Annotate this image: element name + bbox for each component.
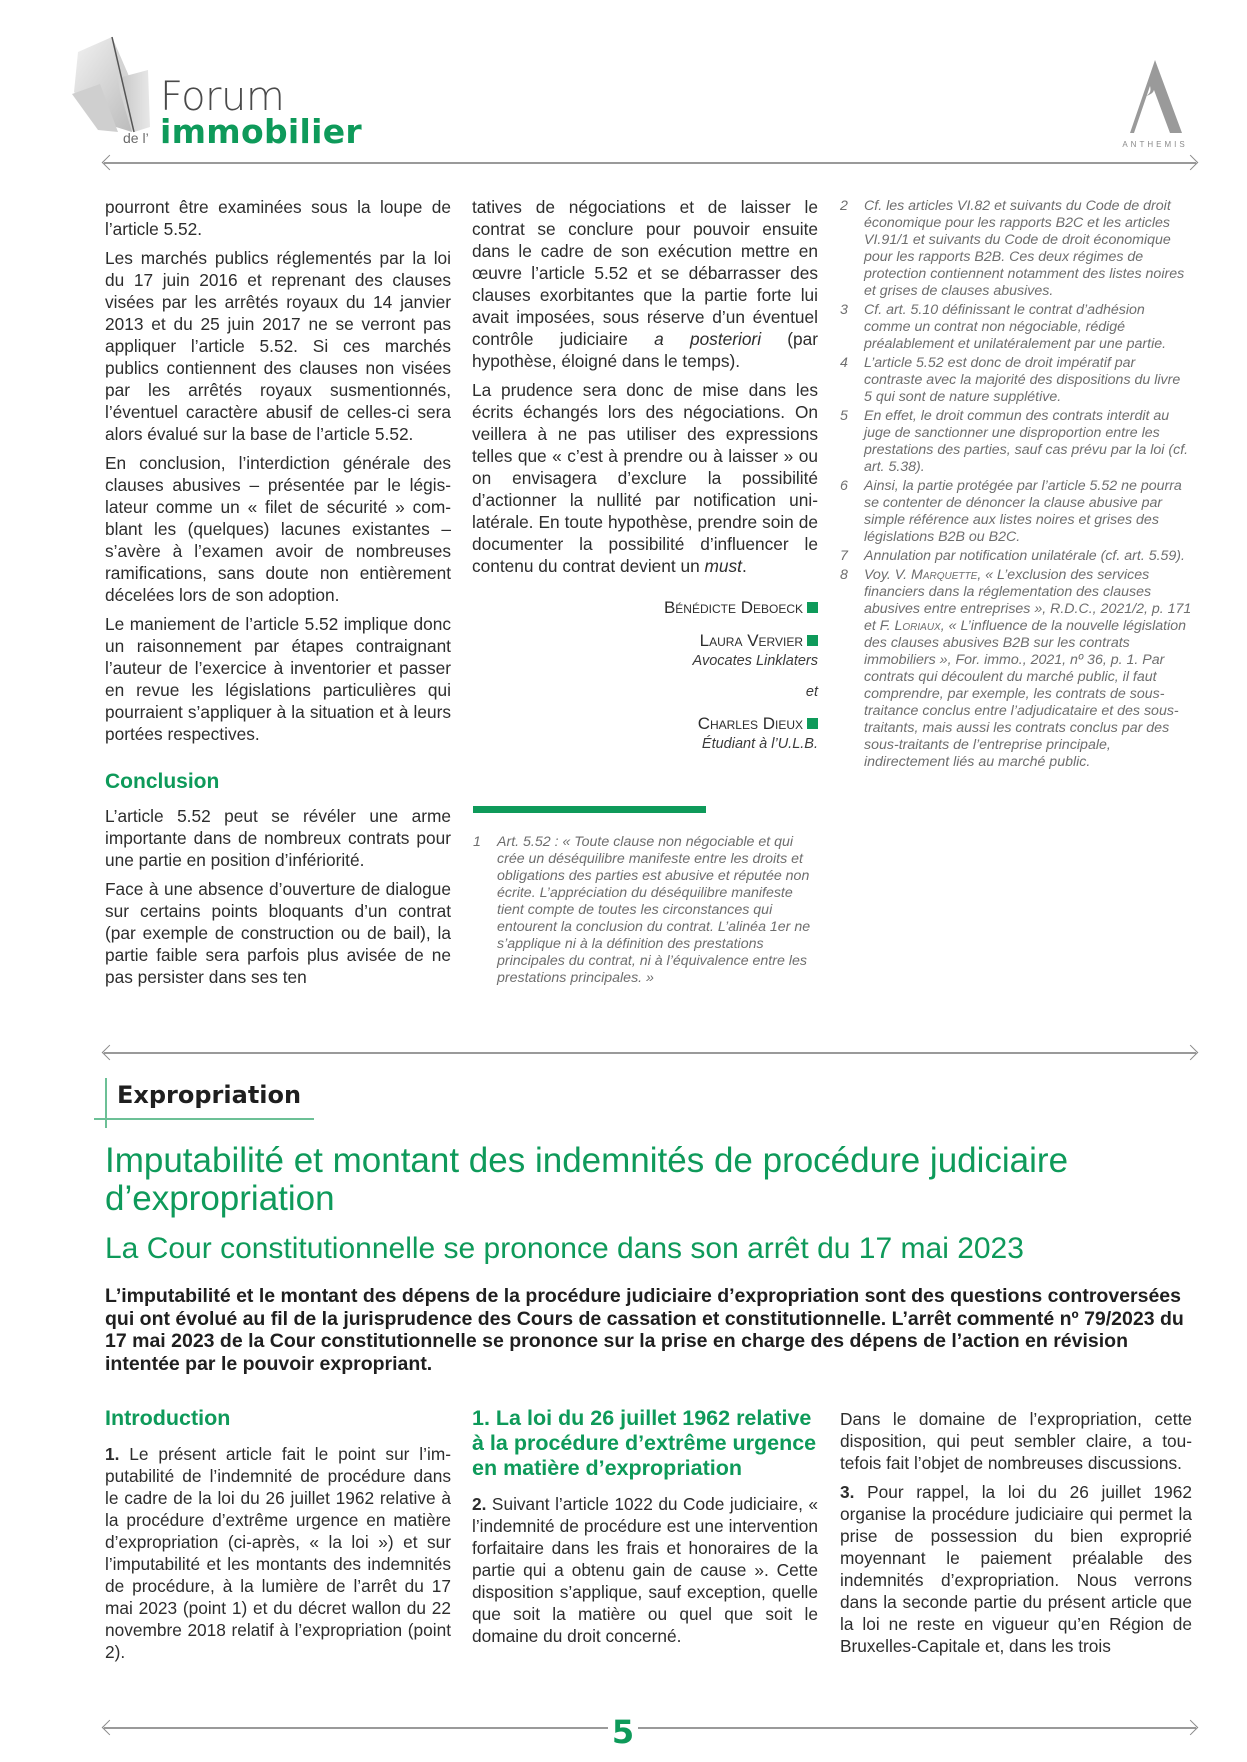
paragraph: L’article 5.52 peut se révéler une arme importante dans de nombreux contrats pour une partie en position d’infériorité. xyxy=(105,806,451,870)
footnote xyxy=(840,198,1192,300)
author-separator: et xyxy=(805,684,818,700)
paragraph: pourront être examinées sous la loupe de l’article 5.52. xyxy=(105,197,451,239)
paragraph: Face à une absence d’ouverture de dialogue sur certains points bloquants d’un contrat (par exemple de construction ou de bail), la partie faible sera parfois plus avisée de ne pas persister dans ses ten xyxy=(105,879,451,987)
text-run: Suivant l’article 1022 du Code judiciaire, « l’indemnité de procédure est une intervention forfaitaire dans les frais et honoraires de la partie qui a obtenu gain de cause ». Cette disposition s’applique, sauf exception, quelle que soit la matière ou quel que soit le domaine du droit concerné. xyxy=(472,1494,818,1646)
author-role: Étudiant à l’U.L.B. xyxy=(701,736,818,752)
footnote-number: 8 xyxy=(840,567,848,583)
footnote-text: Art. 5.52 : « Toute clause non négociable et qui crée un déséquilibre manifeste entre les droits et obligations des parties est abusive et réputée non écrite. L’appréciation du déséquilibre manifeste tient compte de toutes les circonstances qui entourent la conclusion du contrat. L’alinéa 1er ne s’applique ni à la définition des prestations principales du contrat, ni à l’équivalence entre les prestations principales. » xyxy=(497,834,811,986)
paragraph: En conclusion, l’interdiction générale des clauses abusives – présentée par le législateur comme un « filet de sécurité » comblant les (quelques) lacunes existantes – s’avère à l’examen avoir de nombreuses ramifications, sans doute non entièrement décelées lors de son adoption. xyxy=(105,453,451,605)
footnote-text: Annulation par notification unilatérale (cf. art. 5.59). xyxy=(864,548,1185,564)
footnote-number: 6 xyxy=(840,478,848,494)
author-role: Avocates Linklaters xyxy=(692,653,818,669)
green-square-icon xyxy=(807,635,818,646)
text-run: . xyxy=(741,556,747,576)
footnote-number: 3 xyxy=(840,302,848,318)
paragraph xyxy=(472,1493,818,1647)
section-tag-horizontal-line xyxy=(94,1118,314,1120)
paragraph-number: 1. xyxy=(105,1444,120,1464)
italic-run: must xyxy=(704,556,742,576)
footnote-text: En effet, le droit commun des contrats interdit au juge de sanctionner une disproportion entre les prestations des parties, sauf cas prévu par la loi (cf. art. 5.38). xyxy=(864,408,1189,475)
text-run: tatives de négociations et de laisser le contrat se conclure pour pouvoir ensuite dans le cadre de son exécution mettre en œuvre l’article 5.52 et se débarrasser des clauses exorbitantes que la partie forte lui avait imposées, sous réserve d’un éventuel contrôle judiciaire xyxy=(472,197,818,349)
cited-author: Loriaux xyxy=(894,618,941,634)
footnote-number: 2 xyxy=(840,198,848,214)
author-name xyxy=(472,630,818,651)
italic-run: a posteriori xyxy=(654,329,762,349)
green-square-icon xyxy=(807,602,818,613)
green-square-icon xyxy=(807,718,818,729)
column-2 xyxy=(472,196,818,755)
footnote-number: 5 xyxy=(840,408,848,424)
paragraph xyxy=(472,379,818,577)
text-run: (par hypothèse, éloigné dans le temps). xyxy=(472,329,818,371)
article-column-3 xyxy=(840,1408,1192,1664)
article-title: Imputabilité et montant des indemnités de procédure judiciaire d’expropriation xyxy=(105,1141,1069,1218)
section-tag-vertical-line xyxy=(105,1078,107,1128)
logo-de-text: de l’ xyxy=(123,130,149,146)
paragraph: Les marchés publics réglementés par la loi du 17 juin 2016 et reprenant des clauses visées par les arrêtés royaux du 14 janvier 2013 et du 25 juin 2017 ne se verront pas appliquer l’article 5.52. Si ces marchés publics contiennent des clauses non visées par les arrêtés royaux susmentionnés, l’éventuel caractère abusif de celles-ci sera alors évalué sur la base de l’article 5.52. xyxy=(105,248,451,444)
footnote-text: Ainsi, la partie protégée par l’article 5.52 ne pourra se contenter de dénoncer la clause abusive par simple référence aux listes noires et grises des législations B2B ou B2C. xyxy=(864,478,1182,545)
text-run: La prudence sera donc de mise dans les écrits échangés lors des négociations. On veillera à ne pas utiliser des expressions telles que « c’est à prendre ou à laisser » ou on envisagera d’exclure la possibilité d’actionner la nullité par notification unilatérale. En toute hypothèse, prendre soin de documenter la possibilité d’influencer le contenu du contrat devient un xyxy=(472,380,818,576)
introduction-heading: Introduction xyxy=(105,1406,231,1430)
author-name-text: Bénédicte Deboeck xyxy=(663,598,803,617)
author-name xyxy=(472,597,818,618)
footnote xyxy=(473,834,823,987)
article-column-2 xyxy=(472,1406,818,1654)
logo-immobilier-text: immobilier xyxy=(160,112,362,151)
conclusion-heading: Conclusion xyxy=(105,770,220,793)
footnote-text: L’article 5.52 est donc de droit impératif par contraste avec la majorité des dispositions du livre 5 qui sont de nature supplétive. xyxy=(864,355,1181,405)
anthemis-logo xyxy=(1110,58,1200,153)
column-1 xyxy=(105,196,451,995)
section-1-heading: 1. La loi du 26 juillet 1962 relative à la procédure d’extrême urgence en matière d’expropriation xyxy=(472,1406,817,1480)
paragraph xyxy=(840,1481,1192,1657)
footer-divider-arrow xyxy=(104,1727,1196,1729)
anthemis-a-icon xyxy=(1120,58,1190,138)
paragraph xyxy=(105,1443,451,1663)
footnote-text: Cf. art. 5.10 définissant le contrat d’adhésion comme un contrat non négociable, rédigé préalablement et unilatéralement par une partie. xyxy=(864,302,1167,352)
text-run: Pour rappel, la loi du 26 juillet 1962 organise la procédure judiciaire qui permet la prise de possession du bien exproprié moyennant le paiement préalable des indemnités d’expropriation. Nous verrons dans la seconde partie du présent article que la loi ne reste en vigueur qu’en Région de Bruxelles-Capitale et, dans les trois xyxy=(840,1482,1192,1656)
text-run: , « L’influence de la nouvelle législation des clauses abusives B2B sur les contrats immobiliers », For. immo., 2021, nº 36, p. 1. Par contrats qui découlent du marché public, il faut comprendre, par exemple, les contrats de sous-traitance conclus entre l’adjudicataire et des sous-traitants, mais aussi les contrats conclus par des sous-traitants de l’entreprise principale, indirectement liés au marché public. xyxy=(864,618,1187,770)
author-signature xyxy=(472,597,818,755)
author-name-text: Charles Dieux xyxy=(697,714,803,733)
section-category: Expropriation xyxy=(117,1081,302,1109)
author-name xyxy=(472,713,818,734)
article-column-1 xyxy=(105,1406,451,1670)
forum-immobilier-logo xyxy=(70,32,370,151)
footnote-number: 1 xyxy=(473,834,481,850)
logo-forum-text: Forum xyxy=(160,74,285,120)
footnote xyxy=(840,302,1192,353)
footnotes-column-2 xyxy=(473,834,823,989)
paragraph: Dans le domaine de l’expropriation, cette disposition, qui peut sembler claire, a toutefois fait l’objet de nombreuses discussions. xyxy=(840,1409,1192,1473)
footnotes-column-3 xyxy=(840,198,1192,773)
paragraph: Le maniement de l’article 5.52 implique donc un raisonnement par étapes contraignant l’auteur de l’exercice à inventorier et passer en revue les législations particulières qui pourraient s’appliquer à la situation et à leurs portées respectives. xyxy=(105,614,451,744)
footnote xyxy=(840,567,1192,771)
header-divider-arrow xyxy=(104,162,1196,164)
text-run: Le présent article fait le point sur l’imputabilité de l’indemnité de procédure dans le cadre de la loi du 26 juillet 1962 relative à la procédure d’extrême urgence en matière d’expropriation (ci-après, « la loi ») et sur l’imputabilité et les montants des indemnités de procédure, à la lumière de l’arrêt du 17 mai 2023 (point 1) et du décret wallon du 22 novembre 2018 relatif à l’expropriation (point 2). xyxy=(105,1444,451,1662)
footnote-text xyxy=(864,567,1192,771)
paragraph xyxy=(472,196,818,372)
text-run: , « L’exclusion des services financiers dans la réglementation des clauses abusives entre entreprises », R.D.C., 2021/2, p. 171 et F. xyxy=(864,567,1192,634)
article-lead: L’imputabilité et le montant des dépens de la procédure judiciaire d’expropriation sont des questions controversées qui ont évolué au fil de la jurisprudence des Cours de cassation et constitutionnelle. L’arrêt commenté nº 79/2023 du 17 mai 2023 de la Cour constitutionnelle se prononce sur la prise en charge des dépens de l’action en révision intentée par le pouvoir expropriant. xyxy=(105,1285,1184,1375)
publisher-name: ANTHEMIS xyxy=(1122,140,1188,149)
logo-blocks-icon xyxy=(70,32,165,142)
footnote xyxy=(840,408,1192,476)
footnote-separator-bar xyxy=(473,806,706,813)
section-divider-arrow xyxy=(104,1052,1196,1054)
footnote xyxy=(840,478,1192,546)
footnote xyxy=(840,548,1192,565)
footnote xyxy=(840,355,1192,406)
cited-author: Marquette xyxy=(911,567,978,583)
paragraph-number: 3. xyxy=(840,1482,855,1502)
page-number: 5 xyxy=(608,1713,638,1751)
article-subtitle: La Cour constitutionnelle se prononce dans son arrêt du 17 mai 2023 xyxy=(105,1232,1024,1265)
footnote-number: 7 xyxy=(840,548,848,564)
author-name-text: Laura Vervier xyxy=(699,631,803,650)
footnote-number: 4 xyxy=(840,355,848,371)
footnote-text: Cf. les articles VI.82 et suivants du Code de droit économique pour les rapports B2C et les articles VI.91/1 et suivants du Code de droit économique pour les rapports B2B. Ces deux régimes de protection contiennent notamment des listes noires et grises de clauses abusives. xyxy=(864,198,1185,299)
paragraph-number: 2. xyxy=(472,1494,487,1514)
text-run: Voy. V. xyxy=(864,567,912,583)
